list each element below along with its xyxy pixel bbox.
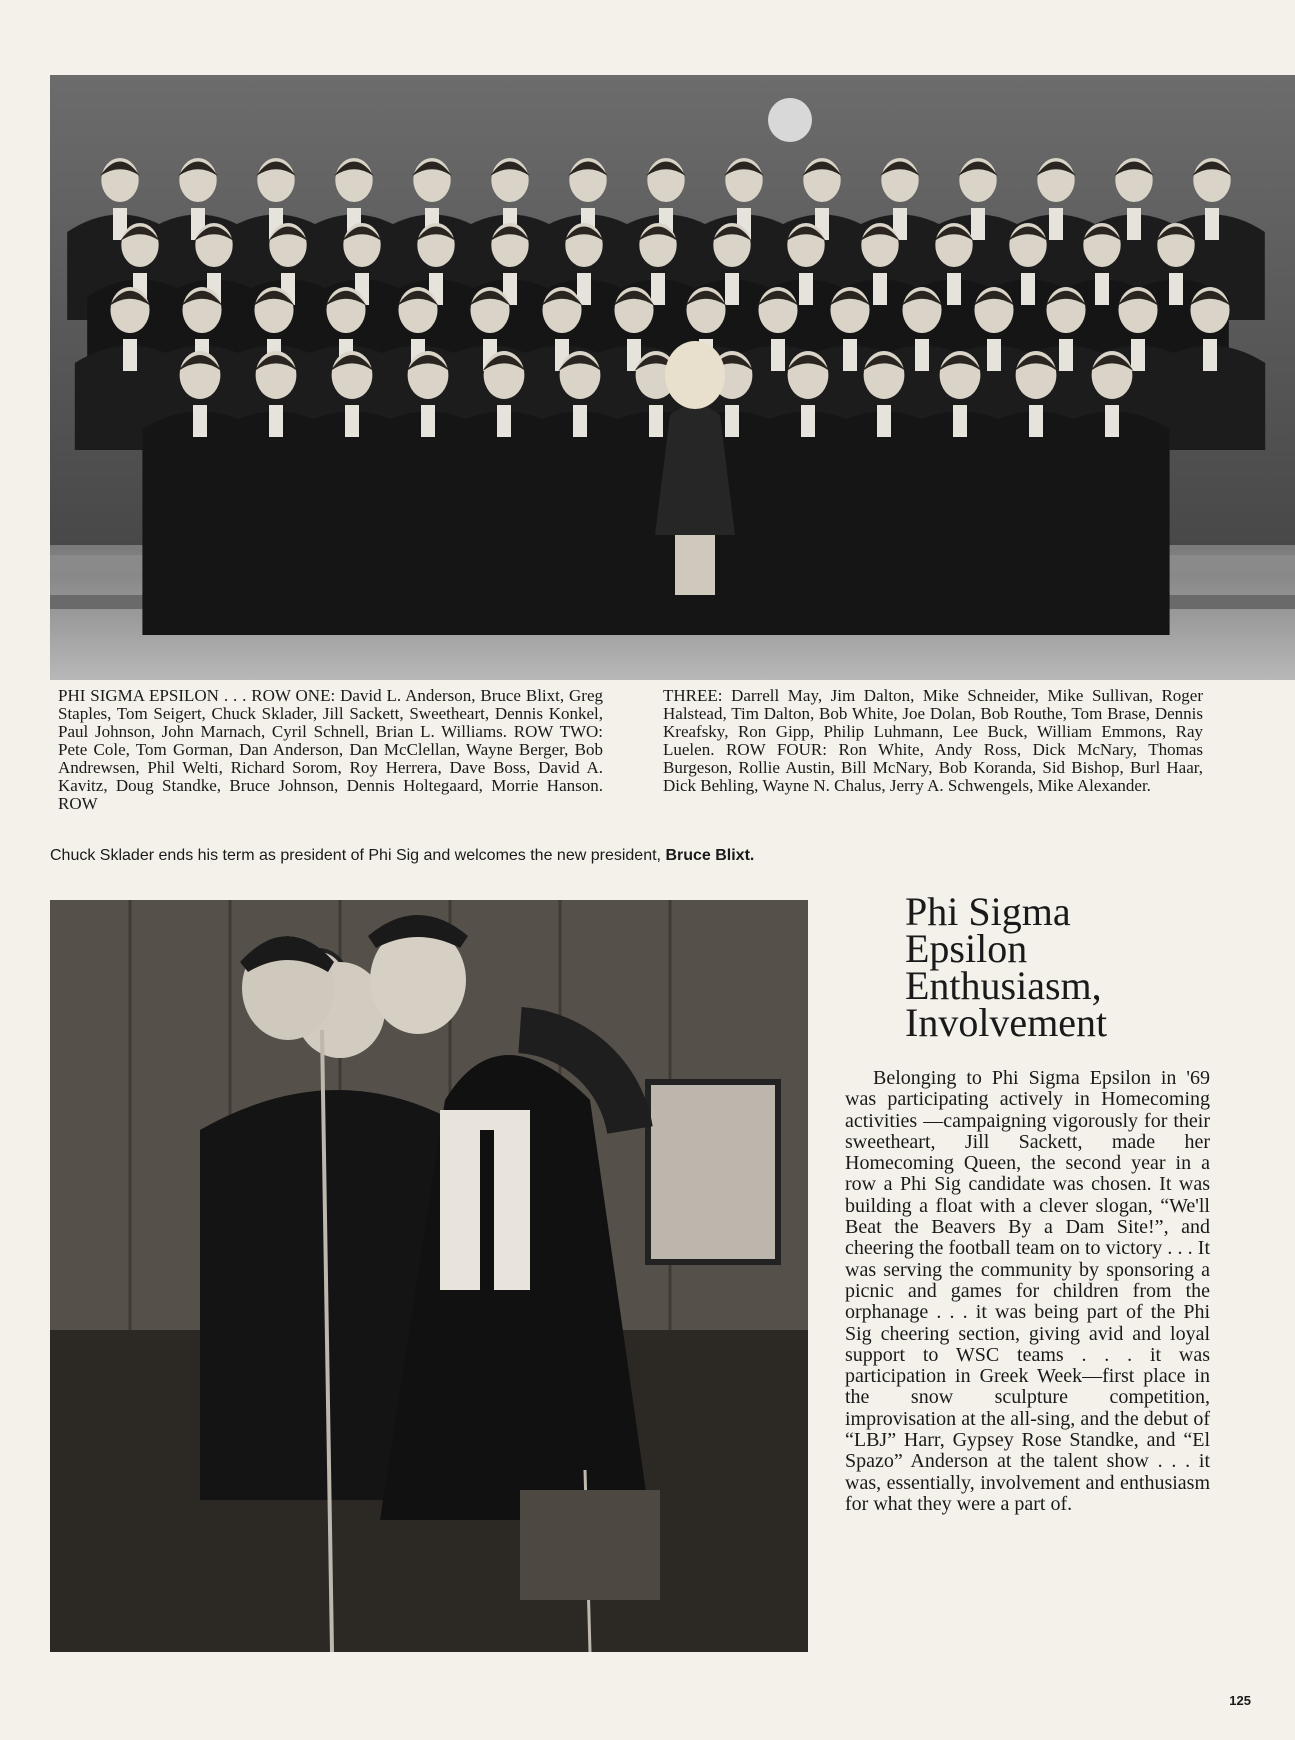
member-shirt xyxy=(497,405,511,437)
member-body xyxy=(1054,412,1169,636)
member-shirt xyxy=(771,339,785,371)
article-body: Belonging to Phi Sigma Epsilon in '69 was participating actively in Homecoming activities —campaigning vigorously for their sweetheart, Jill Sackett, made her Homecoming Queen, the second year in a row a Phi Sig candidate was chosen. It was building a float with a clever slogan, “We'll Beat the Beavers By a Dam Site!”, and cheering the football team on to victory . . . It was serving the community by sponsoring a picnic and games for children from the orphanage . . . it was being part of the Phi Sig cheering section, giving avid and loyal support to WSC teams . . . it was participation in Greek Week—first place in the snow sculpture competition, improvisation at the all-sing, and the debut of “LBJ” Harr, Gypsey Rose Standke, and “El Spazo” Anderson at the talent show . . . it was, essentially, involvement and enthusiasm for what they were a part of. xyxy=(845,1067,1210,1515)
article-title-line-2: Epsilon xyxy=(905,926,1028,971)
article-title-line-1: Phi Sigma xyxy=(905,889,1071,934)
member-shirt xyxy=(1203,339,1217,371)
member-shirt xyxy=(1059,339,1073,371)
party-photo-image xyxy=(50,900,808,1652)
member-shirt xyxy=(843,339,857,371)
member-shirt xyxy=(1029,405,1043,437)
member-shirt xyxy=(987,339,1001,371)
member-shirt xyxy=(971,208,985,240)
group-caption-right: THREE: Darrell May, Jim Dalton, Mike Schneider, Mike Sullivan, Roger Halstead, Tim Dalton, Bob White, Joe Dolan, Bob Routhe, Tom Brase, Dennis Kreafsky, Ron Gipp, Philip Luhmann, Lee Buck, William Emmons, Ray Luelen. ROW FOUR: Ron White, Andy Ross, Dick McNary, Thomas Burgeson, Rollie Austin, Bill McNary, Bob Koranda, Sid Bishop, Burl Haar, Dick Behling, Wayne N. Chalus, Jerry A. Schwengels, Mike Alexander. xyxy=(663,686,1203,795)
member-shirt xyxy=(345,405,359,437)
member-shirt xyxy=(649,405,663,437)
photo-caption-bold: Bruce Blixt. xyxy=(665,847,755,864)
member-shirt xyxy=(1095,273,1109,305)
page-number: 125 xyxy=(1229,1693,1251,1708)
member-shirt xyxy=(1021,273,1035,305)
member-shirt xyxy=(1131,339,1145,371)
member-shirt xyxy=(1205,208,1219,240)
member-shirt xyxy=(1169,273,1183,305)
member-shirt xyxy=(953,405,967,437)
member-shirt xyxy=(947,273,961,305)
photo-caption xyxy=(50,846,810,865)
member-shirt xyxy=(123,339,137,371)
member-shirt xyxy=(269,405,283,437)
party-photo xyxy=(50,900,808,1652)
article-title xyxy=(905,889,1235,1045)
photo-caption-text: Chuck Sklader ends his term as president of Phi Sig and welcomes the new president, xyxy=(50,847,661,864)
member-shirt xyxy=(915,339,929,371)
sweetheart-legs xyxy=(675,535,715,595)
member-shirt xyxy=(873,273,887,305)
member-shirt xyxy=(801,405,815,437)
member-shirt xyxy=(725,405,739,437)
group-photo-image xyxy=(50,75,1295,680)
member-shirt xyxy=(799,273,813,305)
member-shirt xyxy=(725,273,739,305)
member-shirt xyxy=(1105,405,1119,437)
article-title-line-4: Involvement xyxy=(905,1000,1108,1045)
group-photo xyxy=(50,75,1295,680)
sweetheart-hair xyxy=(665,341,725,409)
member-shirt xyxy=(421,405,435,437)
group-members xyxy=(67,158,1265,635)
member-shirt xyxy=(1049,208,1063,240)
member-shirt xyxy=(1127,208,1141,240)
article-title-line-3: Enthusiasm, xyxy=(905,963,1102,1008)
member-shirt xyxy=(193,405,207,437)
member-shirt xyxy=(877,405,891,437)
member-shirt xyxy=(651,273,665,305)
group-caption-left: PHI SIGMA EPSILON . . . ROW ONE: David L. Anderson, Bruce Blixt, Greg Staples, Tom Seigert, Chuck Sklader, Jill Sackett, Sweetheart, Dennis Konkel, Paul Johnson, John Marnach, Cyril Schnell, Brian L. Williams. ROW TWO: Pete Cole, Tom Gorman, Dan Anderson, Dan McClellan, Wayne Berger, Bob Andrewsen, Phil Welti, Richard Sorom, Roy Herrera, Dave Boss, David A. Kavitz, Doug Standke, Bruce Johnson, Dennis Holtegaard, Morrie Hanson. ROW xyxy=(58,686,603,813)
member-shirt xyxy=(573,405,587,437)
